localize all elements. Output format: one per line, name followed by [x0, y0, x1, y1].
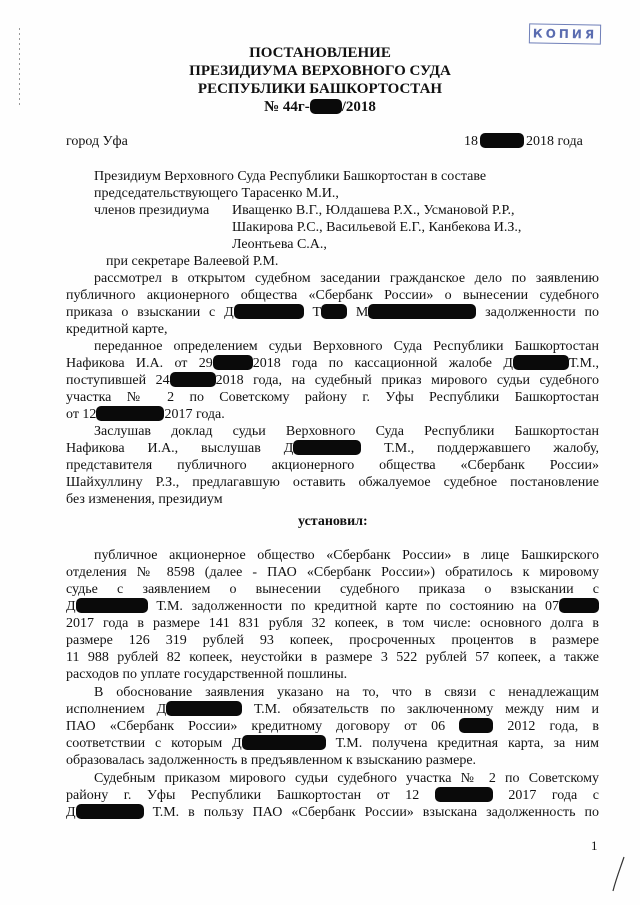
body-line: Шакирова Р.С., Васильевой Е.Г., Канбекова И.З.,	[232, 220, 522, 235]
redaction	[310, 99, 342, 114]
body-line: Президиум Верховного Суда Республики Башкортостан в составе	[94, 169, 487, 184]
body-line: Шайхуллину Р.З., предлагавшую оставить обжалуемое судебное постановление	[66, 475, 599, 490]
body-line: В обоснование заявления указано на то, что в связи с ненадлежащим	[94, 685, 599, 700]
case-number: № 44г- /2018	[264, 99, 376, 115]
body-line: 11 988 рублей 82 копеек, неустойки в размере 3 522 рублей 57 копеек, а также	[66, 650, 599, 665]
body-line: расходов по уплате государственной пошлины.	[66, 667, 348, 682]
body-line: кредитной карте,	[66, 322, 168, 337]
redaction	[234, 304, 304, 319]
body-line: Судебным приказом мирового судьи судебного участка № 2 по Советскому	[94, 771, 599, 786]
redaction	[435, 787, 493, 802]
body-line: поступившей 24 2018 года, на судебный приказ мирового судьи судебного	[66, 373, 599, 388]
body-line: судье с заявлением о вынесении судебного приказа о взыскании с	[66, 582, 599, 597]
body-line: председательствующего Тарасенко М.И.,	[94, 186, 339, 201]
decision-date: 18 2018 года	[464, 134, 583, 149]
redaction	[368, 304, 476, 319]
body-line: образовалась задолженность в предъявленном к взысканию размере.	[66, 753, 477, 768]
body-line: Д Т.М. в пользу ПАО «Сбербанк России» взыскана задолженность по	[66, 805, 599, 820]
body-line: переданное определением судьи Верховного Суда Республики Башкортостан	[94, 339, 599, 354]
body-line: 2017 года в размере 141 831 рубля 32 копеек, в том числе: основного долга в	[66, 616, 599, 631]
body-line: при секретаре Валеевой Р.М.	[106, 254, 279, 269]
redaction	[76, 598, 148, 613]
body-line: Нафикова И.А., выслушав Д Т.М., поддержавшего жалобу,	[66, 441, 599, 456]
title-line-1: ПОСТАНОВЛЕНИЕ	[249, 45, 391, 61]
title-line-3: РЕСПУБЛИКИ БАШКОРТОСТАН	[197, 81, 443, 97]
title-line-2: ПРЕЗИДИУМА ВЕРХОВНОГО СУДА	[189, 63, 451, 79]
city: город Уфа	[66, 134, 128, 149]
redaction	[321, 304, 347, 319]
copy-stamp: КОПИЯ	[529, 23, 601, 44]
redaction	[559, 598, 599, 613]
body-line: Леонтьева С.А.,	[232, 237, 327, 252]
redaction	[459, 718, 493, 733]
body-line: исполнением Д Т.М. обязательств по заключенному между ним и	[66, 702, 599, 717]
body-line: Нафикова И.А. от 29 2018 года по кассационной жалобе Д Т.М.,	[66, 356, 599, 371]
body-line: району г. Уфы Республики Башкортостан от 12 2017 года с	[66, 788, 600, 803]
redaction	[166, 701, 242, 716]
redaction	[170, 372, 216, 387]
body-line: Д Т.М. задолженности по кредитной карте по состоянию на 07	[66, 598, 599, 615]
section-heading: установил:	[298, 514, 368, 529]
body-line: ПАО «Сбербанк России» кредитному договору от 06 2012 года, в	[66, 719, 600, 734]
body-line: без изменения, президиум	[66, 492, 223, 507]
body-line: Иващенко В.Г., Юлдашева Р.Х., Усмановой Р.Р.,	[232, 203, 515, 218]
redaction	[96, 406, 164, 421]
body-line: Заслушав доклад судьи Верховного Суда Республики Башкортостан	[94, 424, 599, 439]
body-line: публичного акционерного общества «Сбербанк России» о вынесении судебного	[66, 288, 599, 303]
redaction	[76, 804, 144, 819]
redaction	[242, 735, 326, 750]
body-line: отделения № 8598 (далее - ПАО «Сбербанк России») обратилось к мировому	[66, 565, 599, 580]
body-line: соответствии с которым Д Т.М. получена кредитная карта, за ним	[66, 736, 600, 751]
body-line: представителя публичного акционерного общества «Сбербанк России»	[66, 458, 599, 473]
page-number: 1	[591, 838, 598, 853]
body-line: приказа о взыскании с Д Т М задолженности по	[66, 305, 600, 320]
pen-mark	[610, 855, 628, 893]
body-line: от 12 2017 года.	[66, 407, 225, 422]
body-line: членов президиума	[94, 203, 210, 218]
body-line: участка № 2 по Советскому району г. Уфы Республики Башкортостан	[66, 390, 599, 405]
redaction	[480, 133, 524, 148]
document-title	[0, 44, 640, 116]
redaction	[513, 355, 569, 370]
body-line: размере 126 319 рублей 93 копеек, просроченных процентов в размере	[66, 633, 599, 648]
redaction	[213, 355, 253, 370]
body-line: публичное акционерное общество «Сбербанк России» в лице Башкирского	[94, 548, 599, 563]
body-line: рассмотрел в открытом судебном заседании гражданское дело по заявлению	[94, 271, 599, 286]
redaction	[293, 440, 361, 455]
